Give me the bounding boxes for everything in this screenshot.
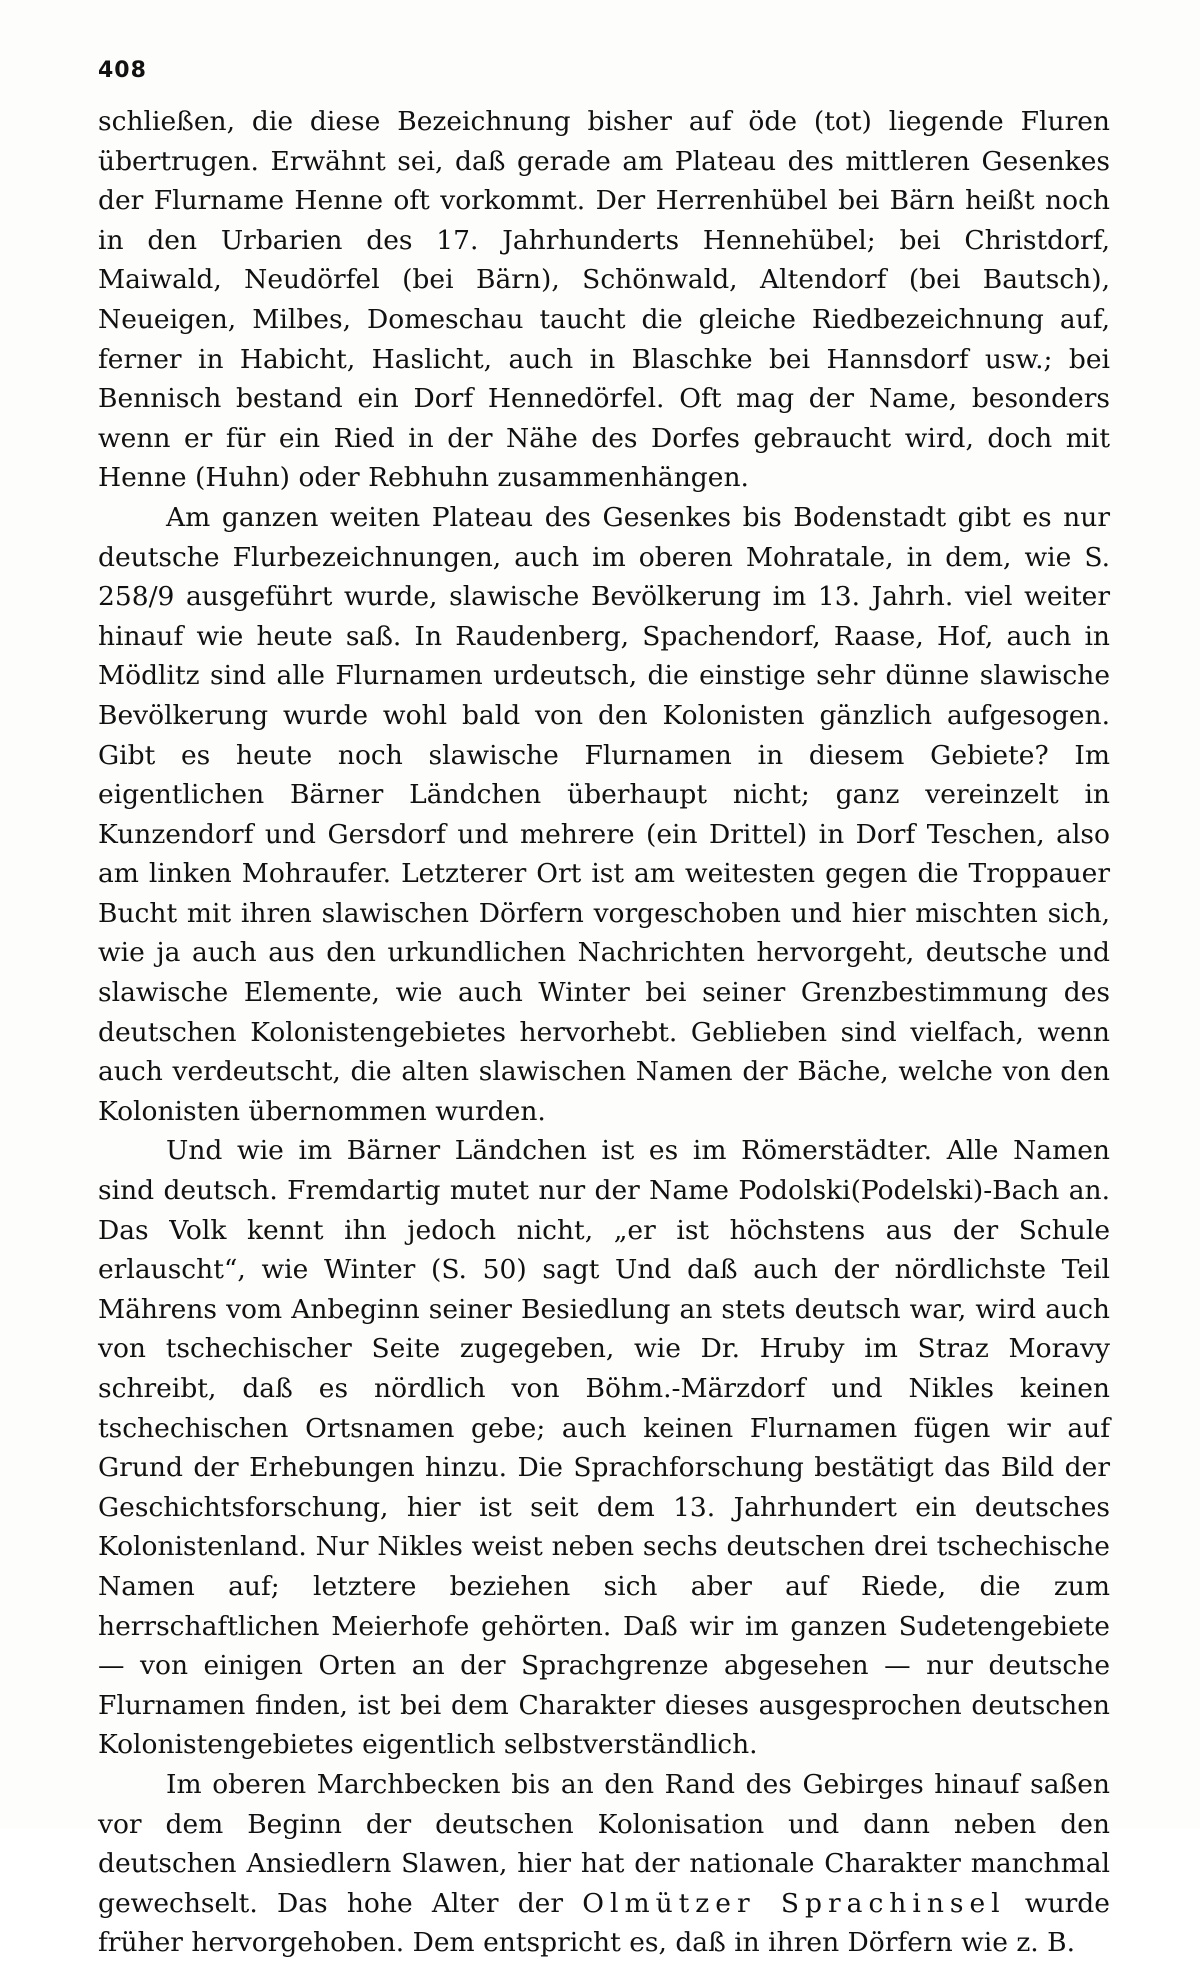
paragraph-2: Am ganzen weiten Plateau des Gesenkes bis Bodenstadt gibt es nur deutsche Flurbezeichnungen, auch im oberen Mohratale, in dem, wie S. 258/9 ausgeführt wurde, slawische Bevölkerung im 13. Jahrh. viel weiter hinauf wie heute saß. In Raudenberg, Spachendorf, Raase, Hof, auch in Mödlitz sind alle Flurnamen urdeutsch, die einstige sehr dünne slawische Bevölkerung wurde wohl bald von den Kolonisten gänzlich aufgesogen. Gibt es heute noch slawische Flurnamen in diesem Gebiete? Im eigentlichen Bärner Ländchen überhaupt nicht; ganz vereinzelt in Kunzendorf und Gersdorf und mehrere (ein Drittel) in Dorf Teschen, also am linken Mohraufer. Letzterer Ort ist am weitesten gegen die Troppauer Bucht mit ihren slawischen Dörfern vorgeschoben und hier mischten sich, wie ja auch aus den urkundlichen Nachrichten hervorgeht, deutsche und slawische Elemente, wie auch Winter bei seiner Grenzbestimmung des deutschen Kolonistengebietes hervorhebt. Geblieben sind vielfach, wenn auch verdeutscht, die alten slawischen Namen der Bäche, welche von den Kolonisten übernommen wurden. — [98, 501, 1110, 1127]
paragraph-1: schließen, die diese Bezeichnung bisher auf öde (tot) liegende Fluren übertrugen. Erwähnt sei, daß gerade am Plateau des mittleren Gesenkes der Flurname Henne oft vorkommt. Der Herrenhübel bei Bärn heißt noch in den Urbarien des 17. Jahrhunderts Hennehübel; bei Christdorf, Maiwald, Neudörfel (bei Bärn), Schönwald, Altendorf (bei Bautsch), Neueigen, Milbes, Domeschau taucht die gleiche Riedbezeichnung auf, ferner in Habicht, Haslicht, auch in Blaschke bei Hannsdorf usw.; bei Bennisch bestand ein Dorf Hennedörfel. Oft mag der Name, besonders wenn er für ein Ried in der Nähe des Dorfes gebraucht wird, doch mit Henne (Huhn) oder Rebhuhn zusammenhängen. — [98, 106, 1110, 494]
body-text — [98, 102, 1110, 1963]
olmuetzer-sprachinsel-emphasis: Olmützer Sprachinsel — [582, 1887, 1006, 1919]
paragraph-4-text-start: Im oberen Marchbecken bis an den Rand des Gebirges hinauf saßen vor dem Beginn der deutschen Kolonisation und dann neben den deutschen Ansiedlern Slawen, hier hat der nationale Charakter manchmal gewechselt. Das hohe Alter der — [98, 1768, 1110, 1919]
paragraph-3: Und wie im Bärner Ländchen ist es im Römerstädter. Alle Namen sind deutsch. Fremdartig mutet nur der Name Podolski(Podelski)-Bach an. Das Volk kennt ihn jedoch nicht, „er ist höchstens aus der Schule erlauscht“, wie Winter (S. 50) sagt Und daß auch der nördlichste Teil Mährens vom Anbeginn seiner Besiedlung an stets deutsch war, wird auch von tschechischer Seite zugegeben, wie Dr. Hruby im Straz Moravy schreibt, daß es nördlich von Böhm.-Märzdorf und Nikles keinen tschechischen Ortsnamen gebe; auch keinen Flurnamen fügen wir auf Grund der Erhebungen hinzu. Die Sprachforschung bestätigt das Bild der Geschichtsforschung, hier ist seit dem 13. Jahrhundert ein deutsches Kolonistenland. Nur Nikles weist neben sechs deutschen drei tschechische Namen auf; letztere beziehen sich aber auf Riede, die zum herrschaftlichen Meierhofe gehörten. Daß wir im ganzen Sudetengebiete — von einigen Orten an der Sprachgrenze abgesehen — nur deutsche Flurnamen finden, ist bei dem Charakter dieses ausgesprochen deutschen Kolonistengebietes eigentlich selbstverständlich. — [98, 1135, 1110, 1761]
paragraph-4-text-end: wurde früher hervorgehoben. Dem entspricht es, daß in ihren Dörfern wie z. B. — [98, 1887, 1110, 1959]
page-number: 408 — [98, 58, 147, 83]
paragraph-4 — [98, 1765, 1110, 1963]
